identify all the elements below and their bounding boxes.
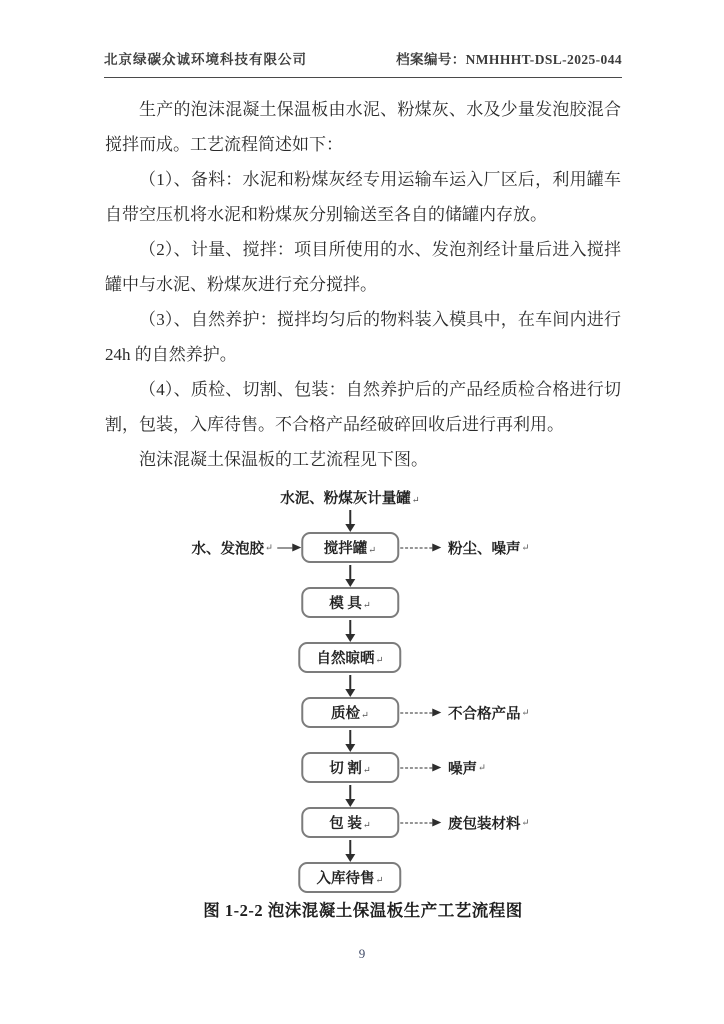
flow-emission-dust-noise: 粉尘、噪声 ↵ — [400, 537, 529, 558]
return-mark-icon: ↵ — [478, 763, 486, 773]
body-paragraph: （1）、备料：水泥和粉煤灰经专用运输车运入厂区后，利用罐车自带空压机将水泥和粉煤灰分别输送至各自的储罐内存放。 — [105, 170, 621, 224]
flow-node-row — [301, 697, 530, 728]
dashed-arrow-icon — [400, 712, 432, 713]
flow-node-mixing-tank: 搅拌罐↵ — [301, 532, 399, 563]
down-arrow-icon — [345, 563, 355, 587]
document-body — [105, 92, 621, 921]
dashed-arrow-icon — [400, 767, 432, 768]
flow-input-water-foam: 水、发泡胶 ↵ — [192, 537, 301, 558]
dashed-arrow-icon — [400, 822, 432, 823]
return-mark-icon: ↵ — [362, 766, 371, 776]
flow-node-row — [301, 752, 486, 783]
down-arrow-icon — [345, 728, 355, 752]
flow-node-mould: 模 具↵ — [301, 587, 399, 618]
down-arrow-icon — [345, 838, 355, 862]
down-arrow-icon — [345, 508, 355, 532]
flow-emission-noise: 噪声 ↵ — [400, 757, 486, 778]
return-mark-icon: ↵ — [375, 876, 384, 886]
body-paragraph: 泡沫混凝土保温板的工艺流程见下图。 — [139, 450, 428, 469]
right-arrow-icon — [277, 547, 292, 548]
down-arrow-icon — [345, 783, 355, 807]
flow-node-row — [299, 642, 402, 673]
page-number: 9 — [358, 946, 366, 961]
return-mark-icon: ↵ — [362, 821, 371, 831]
body-paragraph: （3）、自然养护：搅拌均匀后的物料装入模具中，在车间内进行 24h 的自然养护。 — [105, 310, 621, 364]
flow-node-row — [301, 807, 530, 838]
return-mark-icon: ↵ — [521, 708, 530, 718]
flow-node-row — [299, 862, 402, 893]
return-mark-icon: ↵ — [361, 711, 369, 721]
flow-node-natural-drying: 自然晾晒↵ — [299, 642, 402, 673]
return-mark-icon: ↵ — [411, 496, 420, 506]
archive-number: 档案编号：NMHHHT-DSL-2025-044 — [396, 52, 622, 67]
flow-node-quality-check: 质检↵ — [301, 697, 399, 728]
flow-start-label: 水泥、粉煤灰计量罐↵ — [280, 491, 420, 507]
flow-node-packing: 包 装↵ — [301, 807, 399, 838]
return-mark-icon: ↵ — [265, 543, 273, 553]
return-mark-icon: ↵ — [521, 543, 530, 553]
return-mark-icon: ↵ — [368, 546, 377, 556]
flow-node-row — [301, 587, 399, 618]
dashed-arrow-icon — [400, 547, 432, 548]
flow-node-row — [191, 532, 530, 563]
flow-node-cutting: 切 割↵ — [301, 752, 399, 783]
return-mark-icon: ↵ — [521, 818, 530, 828]
flow-node-warehouse: 入库待售↵ — [299, 862, 402, 893]
return-mark-icon: ↵ — [375, 656, 384, 666]
company-name: 北京绿碳众诚环境科技有限公司 — [104, 52, 307, 67]
body-paragraph: （4）、质检、切割、包装：自然养护后的产品经质检合格进行切割，包装，入库待售。不合格产品经破碎回收后进行再利用。 — [105, 380, 621, 434]
figure-caption: 图 1-2-2 泡沫混凝土保温板生产工艺流程图 — [203, 901, 523, 920]
down-arrow-icon — [345, 618, 355, 642]
flowchart-column — [191, 487, 530, 893]
down-arrow-icon — [345, 673, 355, 697]
process-flowchart — [105, 485, 621, 887]
body-paragraph: 生产的泡沫混凝土保温板由水泥、粉煤灰、水及少量发泡胶混合搅拌而成。工艺流程简述如下： — [105, 100, 621, 154]
return-mark-icon: ↵ — [362, 601, 371, 611]
flow-waste-packaging: 废包装材料 ↵ — [400, 812, 529, 833]
flow-output-rejects: 不合格产品 ↵ — [400, 702, 529, 723]
body-paragraph: （2）、计量、搅拌：项目所使用的水、发泡剂经计量后进入搅拌罐中与水泥、粉煤灰进行充分搅拌。 — [105, 240, 621, 294]
page-header — [104, 48, 622, 78]
